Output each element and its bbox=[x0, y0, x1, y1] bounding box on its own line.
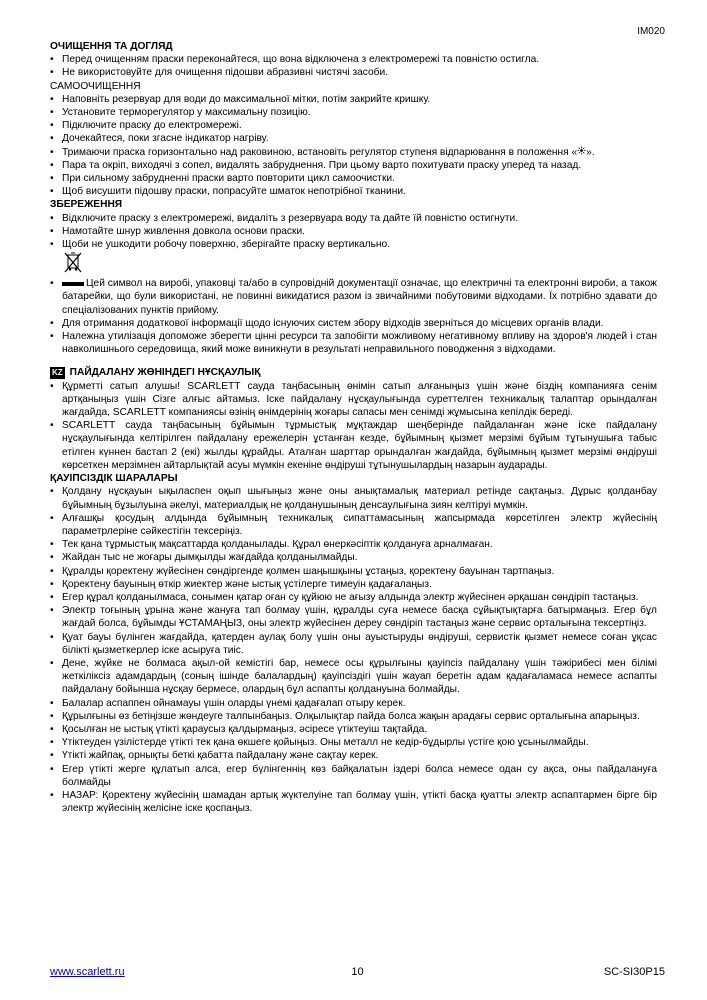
section-title-storage: ЗБЕРЕЖЕННЯ bbox=[50, 199, 123, 211]
page-number: 10 bbox=[351, 966, 364, 978]
black-bar-icon bbox=[62, 282, 84, 286]
storage-list bbox=[50, 212, 657, 252]
website-link[interactable]: www.scarlett.ru bbox=[50, 966, 125, 978]
crossed-bin-icon bbox=[62, 251, 84, 275]
list-item: • Щоб висушити підошву праски, попрасуйте шматок непотрібної тканини. bbox=[50, 185, 657, 198]
steam-burst-icon bbox=[577, 147, 586, 157]
list-item: • Алғашқы қосудың алдында бұйымның техникалық сипаттамасының жапсырмада көрсетілген электр жүйесінің параметрлеріне сәйкестігін тексеріңіз. bbox=[50, 512, 657, 538]
cleaning-list bbox=[50, 53, 657, 79]
section-title-safety: ҚАУІПСІЗДІК ШАРАЛАРЫ bbox=[50, 473, 178, 485]
list-item: • Қолдану нұсқауын ықыласпен оқып шығыңыз және оны анықтамалық материал ретінде сақтаңыз. Дұрыс қолданбау бұйымның бұзылуына әкелуі, материалдық не қолданушының денсаулығына зиян келтіруі мүмкін. bbox=[50, 485, 657, 511]
model-code: IM020 bbox=[637, 26, 665, 37]
list-item: • Пара та окріп, виходячі з сопел, видалять забруднення. При цьому варто похитувати праску уперед та назад. bbox=[50, 159, 657, 172]
list-item: • Підключите праску до електромережі. bbox=[50, 119, 657, 132]
recycle-text: Цей символ на виробі, упаковці та/або в супровідній документації означає, що електричні та електронні вироби, а також батарейки, що були використані, не повинні викидатися разом із звичайними побутовими відходами. Їх потрібно здавати до спеціалізованих пунктів прийому. bbox=[62, 278, 657, 316]
list-item: • Үтікті жайпақ, орнықты беткі қабатта пайдалану және сақтау керек. bbox=[50, 749, 657, 762]
list-item: • Відключите праску з електромережі, видаліть з резервуара воду та дайте їй повністю остигнути. bbox=[50, 212, 657, 225]
list-item: • Қосылған не ыстық үтікті қараусыз қалдырмаңыз, әсіресе үтіктеуіш тақтайда. bbox=[50, 723, 657, 736]
steam-text-a: Тримаючи праска горизонтально над раковиною, встановіть регулятор ступеня відпарювання в положення « bbox=[62, 146, 578, 158]
list-item: • НАЗАР: Қоректену жүйесінің шамадан артық жүктелуіне тап болмау үшін, үтікті басқа қуатты электр аспаптармен бірге бір электр жүйесінің желісіне іске қоспаңыз. bbox=[50, 789, 657, 815]
list-item: • При сильному забрудненні праски варто повторити цикл самоочистки. bbox=[50, 172, 657, 185]
list-item: • Жайдан тыс не жоғары дымқылды жағдайда қолданылмайды. bbox=[50, 551, 657, 564]
list-item: • Для отримання додаткової інформації щодо існуючих систем збору відходів зверніться до місцевих органів влади. bbox=[50, 317, 657, 330]
list-item: • SCARLETT сауда таңбасының бұйымын тұрмыстық мұқтаждар шеңберінде пайдаланған және іске пайдалану нұсқаулығында келтірілген пайдалану ережелерін ұстанған кезде, бұйымның қызмет мерзімі бұйым тұтынушыға табыс етілген күннен бастап 2 (екі) жылды құрайды. Аталған шарттар орындалған жағдайда, бұйымның қызмет мерзімі өндіруші көрсеткен мерзімнен айтарлықтай асуы мүмкін екеніне өндіруші тұтынушылардың назарын аударады. bbox=[50, 419, 657, 472]
list-item bbox=[50, 146, 657, 159]
list-item: • Құрметті сатып алушы! SCARLETT сауда таңбасының өнімін сатып алғаныңыз үшін және біздің компанияға сенім артқаныңыз үшін Сізге алғыс айтамыз. Іске пайдалану нұсқаулығында суреттелген техникалық талаптар орындалған жағдайда, SCARLETT компаниясы өзінің өнімдерінің жоғары сапасы мен сенімді жұмысына кепілдік береді. bbox=[50, 380, 657, 420]
list-item: • Қуат бауы бүлінген жағдайда, қатерден аулақ болу үшін оны ауыстыруды өндіруші, сервистік қызмет немесе соған ұқсас білікті қызметкерлер іске асыруға тиіс. bbox=[50, 631, 657, 657]
steam-text-b: ». bbox=[586, 146, 595, 158]
list-item: • Құрылғыны өз бетіңізше жөндеуге талпынбаңыз. Олқылықтар пайда болса жақын арадағы сервис орталығына апарыңыз. bbox=[50, 710, 657, 723]
list-item: • Щоби не ушкодити робочу поверхню, зберігайте праску вертикально. bbox=[50, 238, 657, 251]
section-title-selfclean: САМООЧИЩЕННЯ bbox=[50, 80, 141, 92]
kz-intro-list bbox=[50, 380, 657, 472]
selfclean-list bbox=[50, 93, 657, 199]
list-item: • Балалар аспаппен ойнамауы үшін оларды үнемі қадағалап отыру керек. bbox=[50, 697, 657, 710]
list-item: • Құралды қоректену жүйесінен сөндіргенде қолмен шаңышқыны ұстаңыз, қоректену бауынан тартпаңыз. bbox=[50, 565, 657, 578]
list-item: • Намотайте шнур живлення довкола основи праски. bbox=[50, 225, 657, 238]
list-item: • Қоректену бауының өткір жиектер және ыстық үстілерге тимеуін қадағалаңыз. bbox=[50, 578, 657, 591]
list-item: • Егер үтікті жерге құлатып алса, егер бүлінгеннің көз байқалатын іздері болса немесе одан су ақса, оны пайдалануға болмайды bbox=[50, 763, 657, 789]
list-item bbox=[50, 277, 657, 317]
kz-section-header bbox=[50, 366, 657, 379]
safety-list bbox=[50, 485, 657, 815]
list-item: • Егер құрал қолданылмаса, сонымен қатар оған су құйюю не ағызу алдында электр жүйесінен әрқашан сөндіріп тастаңыз. bbox=[50, 591, 657, 604]
list-item: • Належна утилізація допоможе зберегти цінні ресурси та запобігти можливому негативному впливу на здоров'я людей і стан навколишнього середовища, який може виникнути в результаті неправильного поводження з відходами. bbox=[50, 330, 657, 356]
list-item: • Не використовуйте для очищення підошви абразивні чистячі засоби. bbox=[50, 66, 657, 79]
language-badge: KZ bbox=[52, 368, 63, 378]
list-item: • Электр тоғының ұрына және жануға тап болмау үшін, құралды суға немесе басқа сұйықтықтарға батырмаңыз. Егер бұл жағдай болса, бұйымды ҰСТАМАҢЫЗ, оны электр жүйесінен дереу сөндіріп тастаңыз және сервис орталығына тексертіңіз. bbox=[50, 604, 657, 630]
list-item: • Наповніть резервуар для води до максимальної мітки, потім закрийте кришку. bbox=[50, 93, 657, 106]
list-item: • Установите терморегулятор у максимальну позицію. bbox=[50, 106, 657, 119]
list-item: • Перед очищенням праски переконайтеся, що вона відключена з електромережі та повністю остигла. bbox=[50, 53, 657, 66]
list-item: • Дочекайтеся, поки згасне індикатор нагріву. bbox=[50, 132, 657, 145]
kz-section-title: ПАЙДАЛАНУ ЖӨНІНДЕГІ НҰСҚАУЛЫҚ bbox=[69, 367, 261, 379]
recycle-list bbox=[50, 277, 657, 356]
list-item: • Үтіктеуден үзілістерде үтікті тек қана өкшеге қойыңыз. Оны металл не кедір-бұдырлы үстіге қою ұсынылмайды. bbox=[50, 736, 657, 749]
section-title-cleaning: ОЧИЩЕННЯ ТА ДОГЛЯД bbox=[50, 41, 173, 52]
footer-model: SC-SI30P15 bbox=[603, 966, 665, 978]
list-item: • Дене, жүйке не болмаса ақыл-ой кемістігі бар, немесе осы құрылғыны қауіпсіз пайдалану үшін тәжірибесі мен білімі жеткіліксіз адамдардың (соның ішінде балалардың) қауіпсіздігі үшін жауап беретін адам қадағаламаса немесе аспапты пайдалану бойынша нұсқау бермесе, олардың бұл аспапты қолдануына болмайды. bbox=[50, 657, 657, 697]
manual-content bbox=[50, 40, 657, 815]
list-item: • Тек қана тұрмыстық мақсаттарда қолданылады. Құрал өнеркәсіптік қолдануға арналмаған. bbox=[50, 538, 657, 551]
